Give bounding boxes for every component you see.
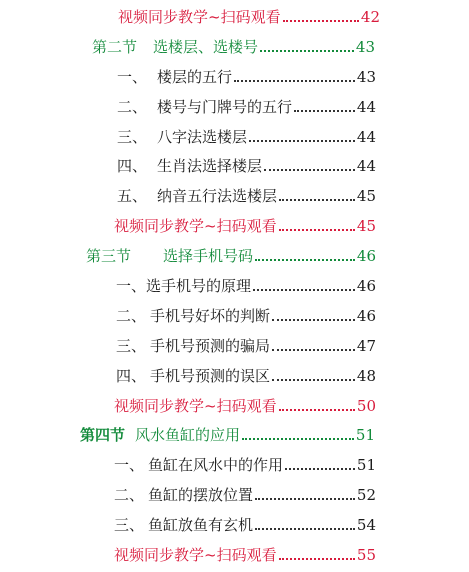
item-number: 四、 [117, 157, 148, 175]
entry-title: 风水鱼缸的应用 [135, 426, 241, 444]
dot-leader [279, 199, 355, 201]
page-number: 44 [356, 157, 376, 175]
toc-item-entry[interactable] [114, 450, 376, 474]
toc-video-entry[interactable] [114, 540, 376, 564]
page-number: 45 [356, 187, 376, 205]
toc-item-entry[interactable] [114, 510, 376, 534]
item-number: 二、 [114, 486, 145, 504]
page-number: 52 [356, 486, 376, 504]
page-number: 43 [356, 68, 376, 86]
page-number: 42 [360, 8, 380, 26]
entry-title: 纳音五行法选楼层 [157, 187, 278, 205]
entry-title: 选楼层、选楼号 [153, 38, 259, 56]
toc-video-entry[interactable] [114, 211, 376, 235]
item-number: 一、 [117, 68, 148, 86]
toc-item-entry[interactable] [117, 181, 376, 205]
item-number: 二、 [116, 307, 147, 325]
toc-item-entry[interactable] [116, 301, 376, 325]
dot-leader [253, 289, 355, 291]
entry-title: 生肖法选择楼层 [157, 157, 263, 175]
item-number: 三、 [116, 337, 147, 355]
dot-leader [249, 140, 355, 142]
entry-title: 手机号预测的误区 [150, 367, 271, 385]
dot-leader [279, 409, 355, 411]
item-number: 一、 [116, 277, 147, 295]
page-number: 47 [356, 337, 376, 355]
item-number: 四、 [116, 367, 147, 385]
entry-title: 视频同步教学~扫码观看 [118, 8, 281, 26]
dot-leader [234, 80, 355, 82]
page-number: 44 [356, 98, 376, 116]
dot-leader [279, 558, 355, 560]
page-number: 55 [356, 546, 376, 564]
dot-leader [294, 110, 355, 112]
page-number: 44 [356, 128, 376, 146]
entry-title: 视频同步教学~扫码观看 [114, 217, 277, 235]
toc-item-entry[interactable] [114, 480, 376, 504]
toc-item-entry[interactable] [117, 92, 376, 116]
page-number: 51 [356, 456, 376, 474]
dot-leader [264, 169, 355, 171]
section-label: 第四节 [80, 426, 126, 444]
entry-title: 鱼缸放鱼有玄机 [148, 516, 254, 534]
toc-item-entry[interactable] [117, 122, 376, 146]
toc-section-entry[interactable] [80, 420, 375, 444]
page-number: 43 [355, 38, 375, 56]
toc-section-entry[interactable] [92, 32, 375, 56]
toc-item-entry[interactable] [117, 62, 376, 86]
dot-leader [272, 349, 355, 351]
toc-item-entry[interactable] [117, 151, 376, 175]
entry-title: 鱼缸在风水中的作用 [148, 456, 284, 474]
page-number: 48 [356, 367, 376, 385]
dot-leader [255, 528, 355, 530]
page-number: 46 [356, 307, 376, 325]
entry-title: 视频同步教学~扫码观看 [114, 397, 277, 415]
section-label: 第二节 [92, 38, 138, 56]
dot-leader [260, 50, 354, 52]
toc-section-entry[interactable] [86, 241, 376, 265]
item-number: 三、 [117, 128, 148, 146]
item-number: 一、 [114, 456, 145, 474]
entry-title: 手机号预测的骗局 [150, 337, 271, 355]
page-number: 45 [356, 217, 376, 235]
dot-leader [285, 468, 355, 470]
item-number: 二、 [117, 98, 148, 116]
toc-item-entry[interactable] [116, 331, 376, 355]
page-number: 46 [356, 277, 376, 295]
item-number: 三、 [114, 516, 145, 534]
toc-video-entry[interactable] [114, 391, 376, 415]
dot-leader [255, 498, 355, 500]
page-number: 46 [356, 247, 376, 265]
entry-title: 楼层的五行 [157, 68, 233, 86]
dot-leader [242, 438, 354, 440]
entry-title: 视频同步教学~扫码观看 [114, 546, 277, 564]
entry-title: 选手机号的原理 [146, 277, 252, 295]
dot-leader [279, 229, 355, 231]
toc-item-entry[interactable] [116, 271, 376, 295]
entry-title: 楼号与门牌号的五行 [157, 98, 293, 116]
dot-leader [272, 379, 355, 381]
dot-leader [272, 319, 355, 321]
section-label: 第三节 [86, 247, 132, 265]
page-number: 50 [356, 397, 376, 415]
entry-title: 选择手机号码 [163, 247, 254, 265]
item-number: 五、 [117, 187, 148, 205]
page-number: 54 [356, 516, 376, 534]
toc-item-entry[interactable] [116, 361, 376, 385]
toc-video-entry[interactable] [118, 2, 380, 26]
entry-title: 手机号好坏的判断 [150, 307, 271, 325]
dot-leader [283, 20, 359, 22]
page-number: 51 [355, 426, 375, 444]
entry-title: 八字法选楼层 [157, 128, 248, 146]
entry-title: 鱼缸的摆放位置 [148, 486, 254, 504]
dot-leader [255, 259, 355, 261]
